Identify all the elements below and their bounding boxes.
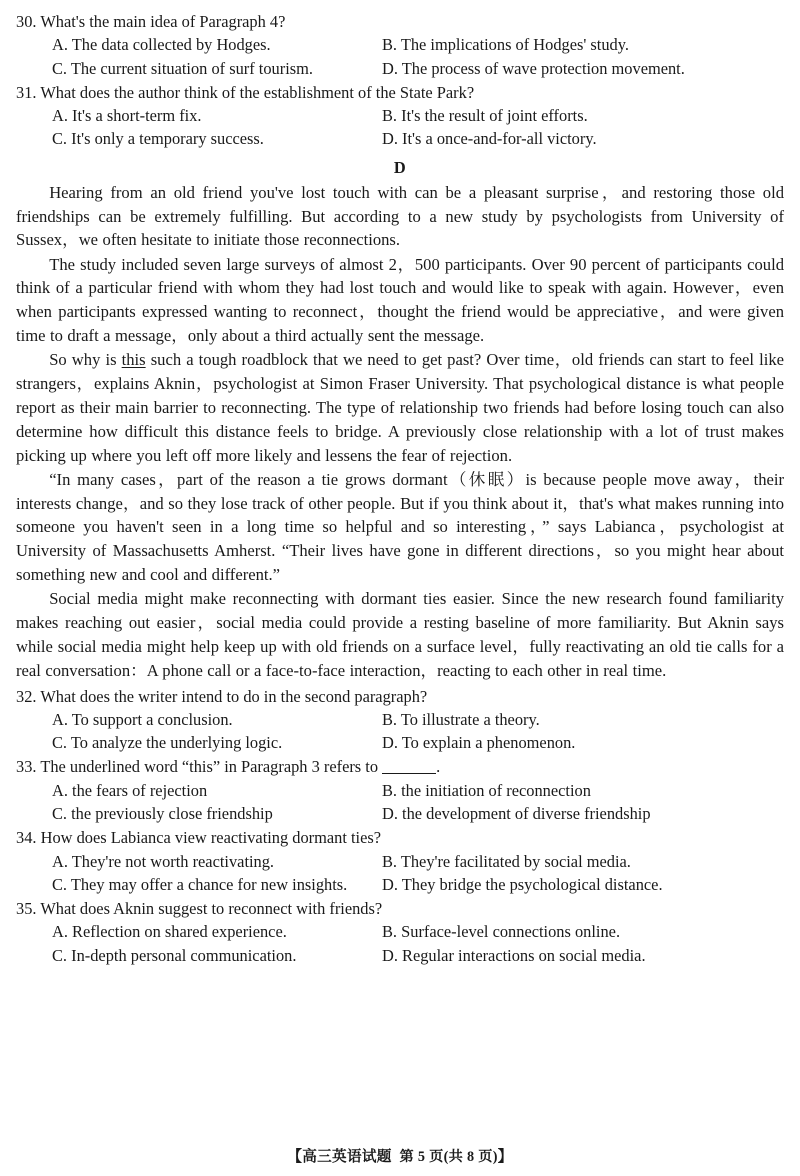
question-34-option-d[interactable]: D. They bridge the psychological distance. <box>382 874 663 894</box>
question-34-option-b[interactable]: B. They're facilitated by social media. <box>382 851 631 871</box>
question-30-text: What's the main idea of Paragraph 4? <box>40 12 286 31</box>
question-35-text: What does Aknin suggest to reconnect with friends? <box>40 899 383 919</box>
question-33-option-c[interactable]: C. the previously close friendship <box>52 804 273 823</box>
question-31-option-c[interactable]: C. It's only a temporary success. <box>52 129 264 149</box>
passage-paragraph-4: “In many cases，part of the reason a tie grows dormant（休眠）is because people move away，their interests change，and so they lose track of other people. But if you think about it，that's what makes running into someone you haven't seen in a long time so helpful and so interesting，” says Labianca，psychologist at University of Massachusetts Amherst. “Their lives have gone in different directions，so you might hear about something new and cool and different.” <box>16 469 784 585</box>
question-35-stem <box>16 897 784 920</box>
question-31 <box>16 81 784 151</box>
question-31-stem <box>16 81 784 104</box>
question-33-option-a[interactable]: A. the fears of rejection <box>52 780 208 800</box>
question-32-option-b[interactable]: B. To illustrate a theory. <box>382 709 540 729</box>
question-30-options-row-1 <box>16 33 784 56</box>
question-34-option-c[interactable]: C. They may offer a chance for new insights. <box>52 874 348 894</box>
question-34-options-row-2 <box>16 873 784 896</box>
question-34-number: 34. <box>16 828 37 848</box>
question-30-option-c[interactable]: C. The current situation of surf tourism. <box>52 58 313 78</box>
question-34 <box>16 826 784 896</box>
passage-paragraph-2: The study included seven large surveys of almost 2，500 participants. Over 90 percent of participants could think of a particular friend with whom they had lost touch and would like to speak with again. However，even when participants expressed wanting to reconnect，thought the friend would be appreciative，and were given time to draft a message，only about a third actually sent the message. <box>16 254 784 346</box>
question-34-text: How does Labianca view reactivating dormant ties? <box>40 828 382 848</box>
passage-paragraph-3 <box>16 348 784 467</box>
question-31-option-a[interactable]: A. It's a short-term fix. <box>52 106 202 126</box>
answer-blank <box>382 773 436 774</box>
footer-title: 高三英语试题 <box>302 1149 392 1165</box>
question-35 <box>16 897 784 967</box>
question-31-option-d[interactable]: D. It's a once-and-for-all victory. <box>382 129 597 149</box>
question-35-options-row-2 <box>16 944 784 967</box>
question-33-text-after: . <box>436 757 441 777</box>
paragraph-3-after: such a tough roadblock that we need to get past? Over time，old friends can start to feel like strangers，explains Aknin，psychologist at Simon Fraser University. That psychological distance is what people report as their main barrier to reconnecting. The type of relationship two friends had before losing touch can also determine how difficult this distance feels to bridge. A previously close relationship with a lot of trust makes picking up where you left off more likely and lessens the fear of rejection. <box>16 350 784 465</box>
question-31-options-row-1 <box>16 104 784 127</box>
question-31-option-b[interactable]: B. It's the result of joint efforts. <box>382 106 588 126</box>
question-32-number: 32. <box>16 686 37 706</box>
question-32-options-row-2 <box>16 731 784 754</box>
question-35-option-c[interactable]: C. In-depth personal communication. <box>52 945 297 965</box>
passage-paragraph-5: Social media might make reconnecting with dormant ties easier. Since the new research found familiarity makes reaching out easier，social media could provide a resting baseline of more familiarity. But Aknin says while social media might help keep up with old friends on a surface level，fully reactivating an old tie calls for a real conversation：A phone call or a face-to-face interaction，reacting to each other in real time. <box>16 589 784 680</box>
question-35-option-a[interactable]: A. Reflection on shared experience. <box>52 922 287 942</box>
question-33-option-d[interactable]: D. the development of diverse friendship <box>382 804 651 823</box>
question-34-stem <box>16 826 784 849</box>
question-33-options-row-2 <box>16 802 784 825</box>
question-30-stem <box>16 10 784 33</box>
question-31-text: What does the author think of the establishment of the State Park? <box>40 82 475 102</box>
question-31-number: 31. <box>16 82 37 102</box>
question-32-stem <box>16 685 784 708</box>
question-32-option-a[interactable]: A. To support a conclusion. <box>52 709 233 729</box>
question-32-options-row-1 <box>16 708 784 731</box>
question-32 <box>16 685 784 755</box>
question-33-options-row-1 <box>16 779 784 802</box>
footer-page-number: 第 5 页(共 8 页) <box>399 1149 498 1165</box>
question-30-option-d[interactable]: D. The process of wave protection movement. <box>382 58 685 78</box>
question-30-options-row-2 <box>16 57 784 80</box>
question-33-number: 33. <box>16 757 37 777</box>
question-34-options-row-1 <box>16 850 784 873</box>
question-32-option-c[interactable]: C. To analyze the underlying logic. <box>52 733 283 753</box>
question-33-stem <box>16 755 784 778</box>
question-30-option-a[interactable]: A. The data collected by Hodges. <box>52 35 271 55</box>
question-34-option-a[interactable]: A. They're not worth reactivating. <box>52 851 275 871</box>
question-30 <box>16 10 784 80</box>
question-33 <box>16 755 784 825</box>
question-30-number: 30. <box>16 12 37 31</box>
question-32-text: What does the writer intend to do in the second paragraph? <box>40 686 428 706</box>
section-letter: D <box>393 157 407 177</box>
question-35-option-b[interactable]: B. Surface-level connections online. <box>382 922 621 942</box>
footer-left-bracket: 【 <box>287 1149 303 1165</box>
question-33-text-before: The underlined word “this” in Paragraph 3 refers to <box>40 757 383 777</box>
paragraph-3-before: So why is <box>49 350 122 370</box>
question-33-option-b[interactable]: B. the initiation of reconnection <box>382 780 591 800</box>
page-footer <box>0 1145 800 1166</box>
passage-paragraph-1: Hearing from an old friend you've lost touch with can be a pleasant surprise，and restoring those old friendships can be extremely fulfilling. But according to a new study by psychologists from University of Sussex，we often hesitate to initiate those reconnections. <box>16 182 784 250</box>
question-35-number: 35. <box>16 899 37 919</box>
question-30-option-b[interactable]: B. The implications of Hodges' study. <box>382 35 629 55</box>
question-32-option-d[interactable]: D. To explain a phenomenon. <box>382 733 576 753</box>
footer-inner <box>287 1145 512 1166</box>
question-35-option-d[interactable]: D. Regular interactions on social media. <box>382 945 646 965</box>
question-31-options-row-2 <box>16 127 784 150</box>
footer-right-bracket: 】 <box>497 1149 513 1165</box>
question-35-options-row-1 <box>16 920 784 943</box>
underlined-word-this: this <box>121 350 146 370</box>
